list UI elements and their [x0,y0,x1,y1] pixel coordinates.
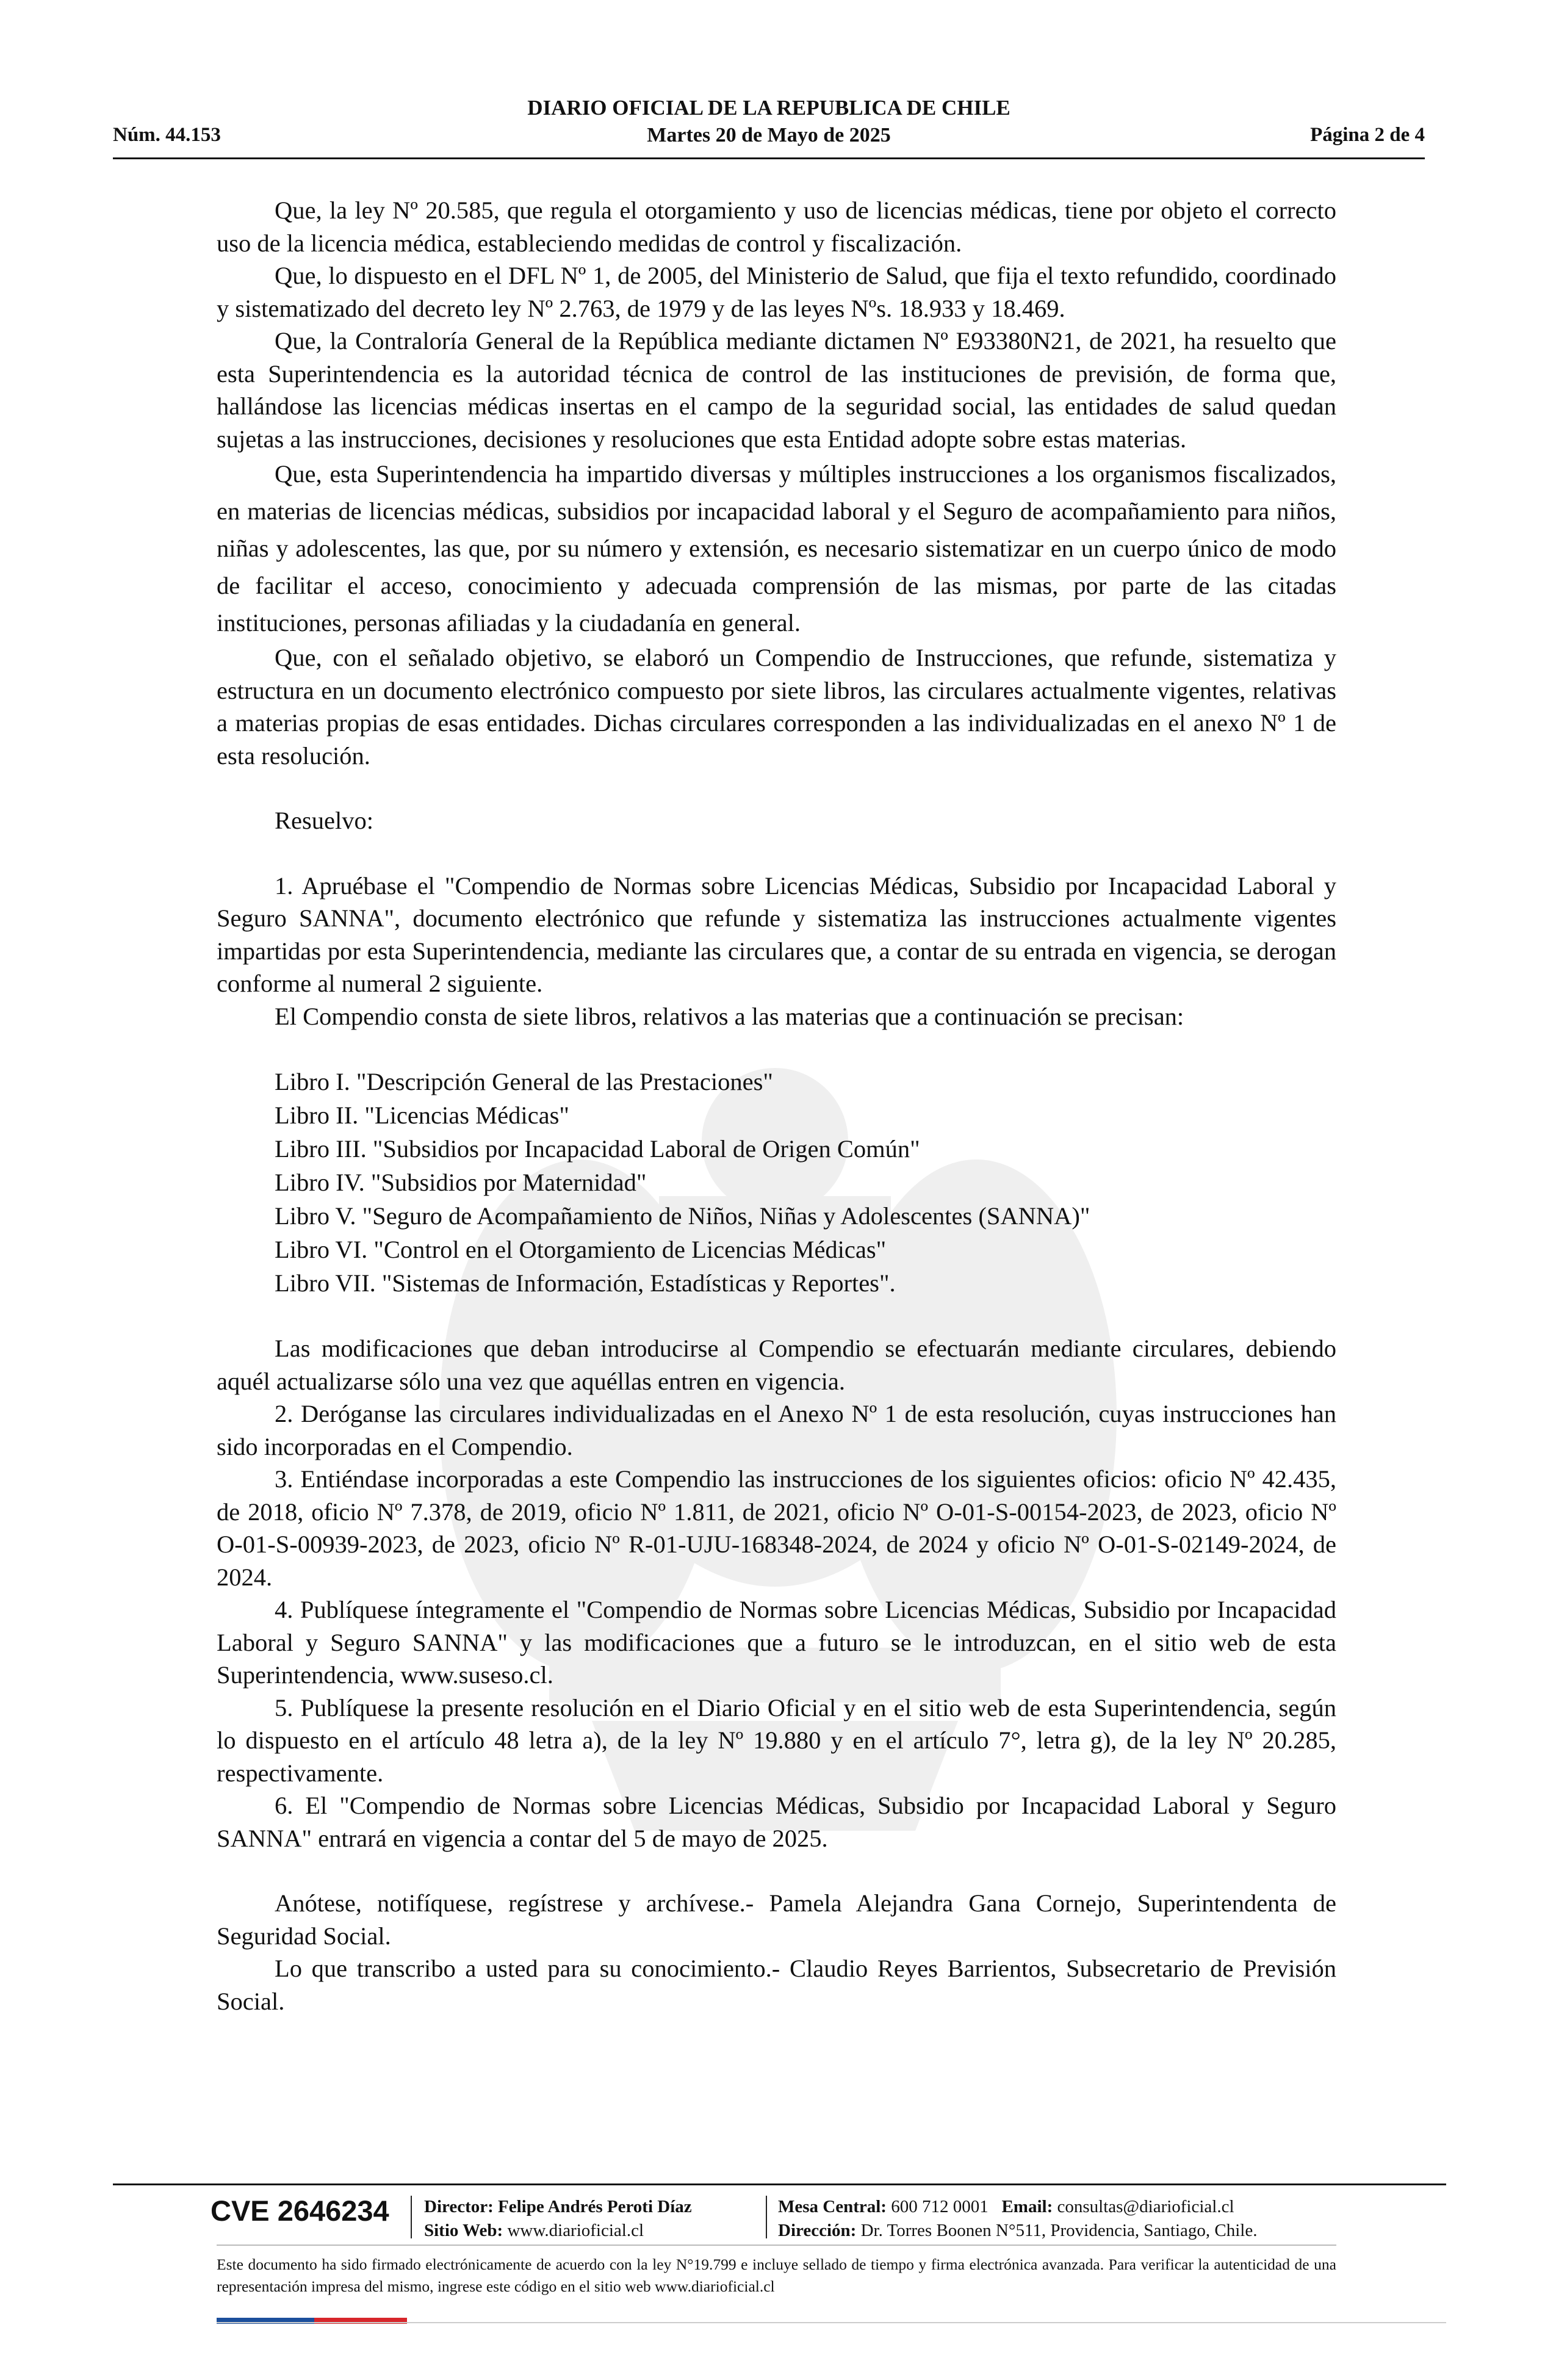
resolution-item-5: 5. Publíquese la presente resolución en el Diario Oficial y en el sitio web de esta Superintendencia, según lo dispuesto en el artículo 48 letra a), de la ley Nº 19.880 y en el artículo 7°, letra g), de la ley Nº 20.285, respectivamente. [217,1693,1336,1787]
compendio-intro: El Compendio consta de siete libros, relativos a las materias que a continuación se precisan: [275,1002,1184,1030]
libros-list [217,1065,1336,1300]
email-label: Email: [1001,2197,1053,2216]
website-link[interactable]: www.diarioficial.cl [507,2221,644,2240]
footer-separator [411,2196,412,2238]
paragraph: Que, la ley Nº 20.585, que regula el otorgamiento y uso de licencias médicas, tiene por objeto el correcto uso de la licencia médica, estableciendo medidas de control y fiscalización. [217,197,1336,257]
director-label: Director: [424,2197,494,2216]
paragraph: Que, la Contraloría General de la República mediante dictamen Nº E93380N21, de 2021, ha resuelto que esta Superintendencia es la autoridad técnica de control de las instituciones de previsión, de forma que, hallándose las licencias médicas insertas en el campo de la seguridad social, las entidades de salud quedan sujetas a las instrucciones, decisiones y resoluciones que esta Entidad adopte sobre estas materias. [217,327,1336,453]
issue-number: Núm. 44.153 [113,124,221,146]
paragraph: Las modificaciones que deban introducirse al Compendio se efectuarán mediante circulares, debiendo aquél actualizarse sólo una vez que aquéllas entren en vigencia. [217,1335,1336,1395]
website-label: Sitio Web: [424,2221,503,2240]
page-indicator: Página 2 de 4 [1310,124,1425,146]
page-header [113,95,1425,156]
email-link[interactable]: consultas@diarioficial.cl [1057,2197,1234,2216]
issue-date: Martes 20 de Mayo de 2025 [647,124,891,146]
paragraph: Que, esta Superintendencia ha impartido diversas y múltiples instrucciones a los organismos fiscalizados, en materias de licencias médicas, subsidios por incapacidad laboral y el Seguro de acompañamiento para niños, niñas y adolescentes, las que, por su número y extensión, es necesario sistematizar en un cuerpo único de modo de facilitar el acceso, conocimiento y adecuada comprensión de las mismas, por parte de las citadas instituciones, personas afiliadas y la ciudadanía en general. [217,460,1336,636]
cve-code: CVE 2646234 [211,2194,389,2227]
resolution-item-4: 4. Publíquese íntegramente el "Compendio de Normas sobre Licencias Médicas, Subsidio por Incapacidad Laboral y Seguro SANNA" y las modificaciones que a futuro se le introduzcan, en el sitio web de esta Superintendencia, www.suseso.cl. [217,1596,1336,1689]
mesa-label: Mesa Central: [778,2197,887,2216]
footer-divider-thin [217,2245,1336,2246]
footer-divider [113,2183,1446,2185]
list-item: Libro VII. "Sistemas de Información, Estadísticas y Reportes". [275,1269,896,1297]
document-body [217,194,1336,2018]
address-label: Dirección: [778,2221,857,2240]
newspaper-title: DIARIO OFICIAL DE LA REPUBLICA DE CHILE [527,96,1010,120]
resolution-item-3: 3. Entiéndase incorporadas a este Compendio las instrucciones de los siguientes oficios: oficio Nº 42.435, de 2018, oficio Nº 7.378, de 2019, oficio Nº 1.811, de 2021, oficio Nº O-01-S-00154-2023, de 2023, oficio Nº O-01-S-00939-2023, de 2023, oficio Nº R-01-UJU-168348-2024, de 2024 y oficio Nº O-01-S-02149-2024, de 2024. [217,1465,1336,1591]
footer-director-block [424,2195,692,2243]
director-name: Felipe Andrés Peroti Díaz [498,2197,692,2216]
list-item: Libro III. "Subsidios por Incapacidad Laboral de Origen Común" [275,1135,920,1163]
footer-contact-block [778,2195,1257,2243]
transcription-paragraph: Lo que transcribo a usted para su conocimiento.- Claudio Reyes Barrientos, Subsecretario de Previsión Social. [217,1955,1336,2015]
list-item: Libro II. "Licencias Médicas" [275,1102,569,1129]
resolution-item-1: 1. Apruébase el "Compendio de Normas sobre Licencias Médicas, Subsidio por Incapacidad Laboral y Seguro SANNA", documento electrónico que refunde y sistematiza las instrucciones actualmente vigentes impartidas por esta Superintendencia, mediante las circulares que, a contar de su entrada en vigencia, se derogan conforme al numeral 2 siguiente. [217,871,1336,997]
list-item: Libro I. "Descripción General de las Prestaciones" [275,1068,773,1095]
footer-bottom-line [217,2322,1446,2323]
list-item: Libro V. "Seguro de Acompañamiento de Niños, Niñas y Adolescentes (SANNA)" [275,1202,1090,1230]
paragraph: Que, con el señalado objetivo, se elaboró un Compendio de Instrucciones, que refunde, sistematiza y estructura en un documento electrónico compuesto por siete libros, las circulares actualmente vigentes, relativas a materias propias de esas entidades. Dichas circulares corresponden a las individualizadas en el anexo Nº 1 de esta resolución. [217,644,1336,770]
header-divider [113,157,1425,159]
resolution-item-6: 6. El "Compendio de Normas sobre Licencias Médicas, Subsidio por Incapacidad Laboral y Seguro SANNA" entrará en vigencia a contar del 5 de mayo de 2025. [217,1792,1336,1852]
legal-notice: Este documento ha sido firmado electrónicamente de acuerdo con la ley N°19.799 e incluye sellado de tiempo y firma electrónica avanzada. Para verificar la autenticidad de una representación impresa del mismo, ingrese este código en el sitio web www.diarioficial.cl [217,2256,1336,2295]
resolution-item-2: 2. Deróganse las circulares individualizadas en el Anexo Nº 1 de esta resolución, cuyas instrucciones han sido incorporadas en el Compendio. [217,1400,1336,1460]
signature-paragraph: Anótese, notifíquese, regístrese y archívese.- Pamela Alejandra Gana Cornejo, Superintendenta de Seguridad Social. [217,1889,1336,1950]
list-item: Libro IV. "Subsidios por Maternidad" [275,1169,647,1196]
address-value: Dr. Torres Boonen N°511, Providencia, Santiago, Chile. [860,2221,1258,2240]
mesa-phone: 600 712 0001 [891,2197,989,2216]
list-item: Libro VI. "Control en el Otorgamiento de Licencias Médicas" [275,1236,887,1263]
resuelvo-heading: Resuelvo: [275,807,373,834]
footer-separator [766,2196,767,2238]
paragraph: Que, lo dispuesto en el DFL Nº 1, de 2005, del Ministerio de Salud, que fija el texto refundido, coordinado y sistematizado del decreto ley Nº 2.763, de 1979 y de las leyes Nºs. 18.933 y 18.469. [217,262,1336,322]
